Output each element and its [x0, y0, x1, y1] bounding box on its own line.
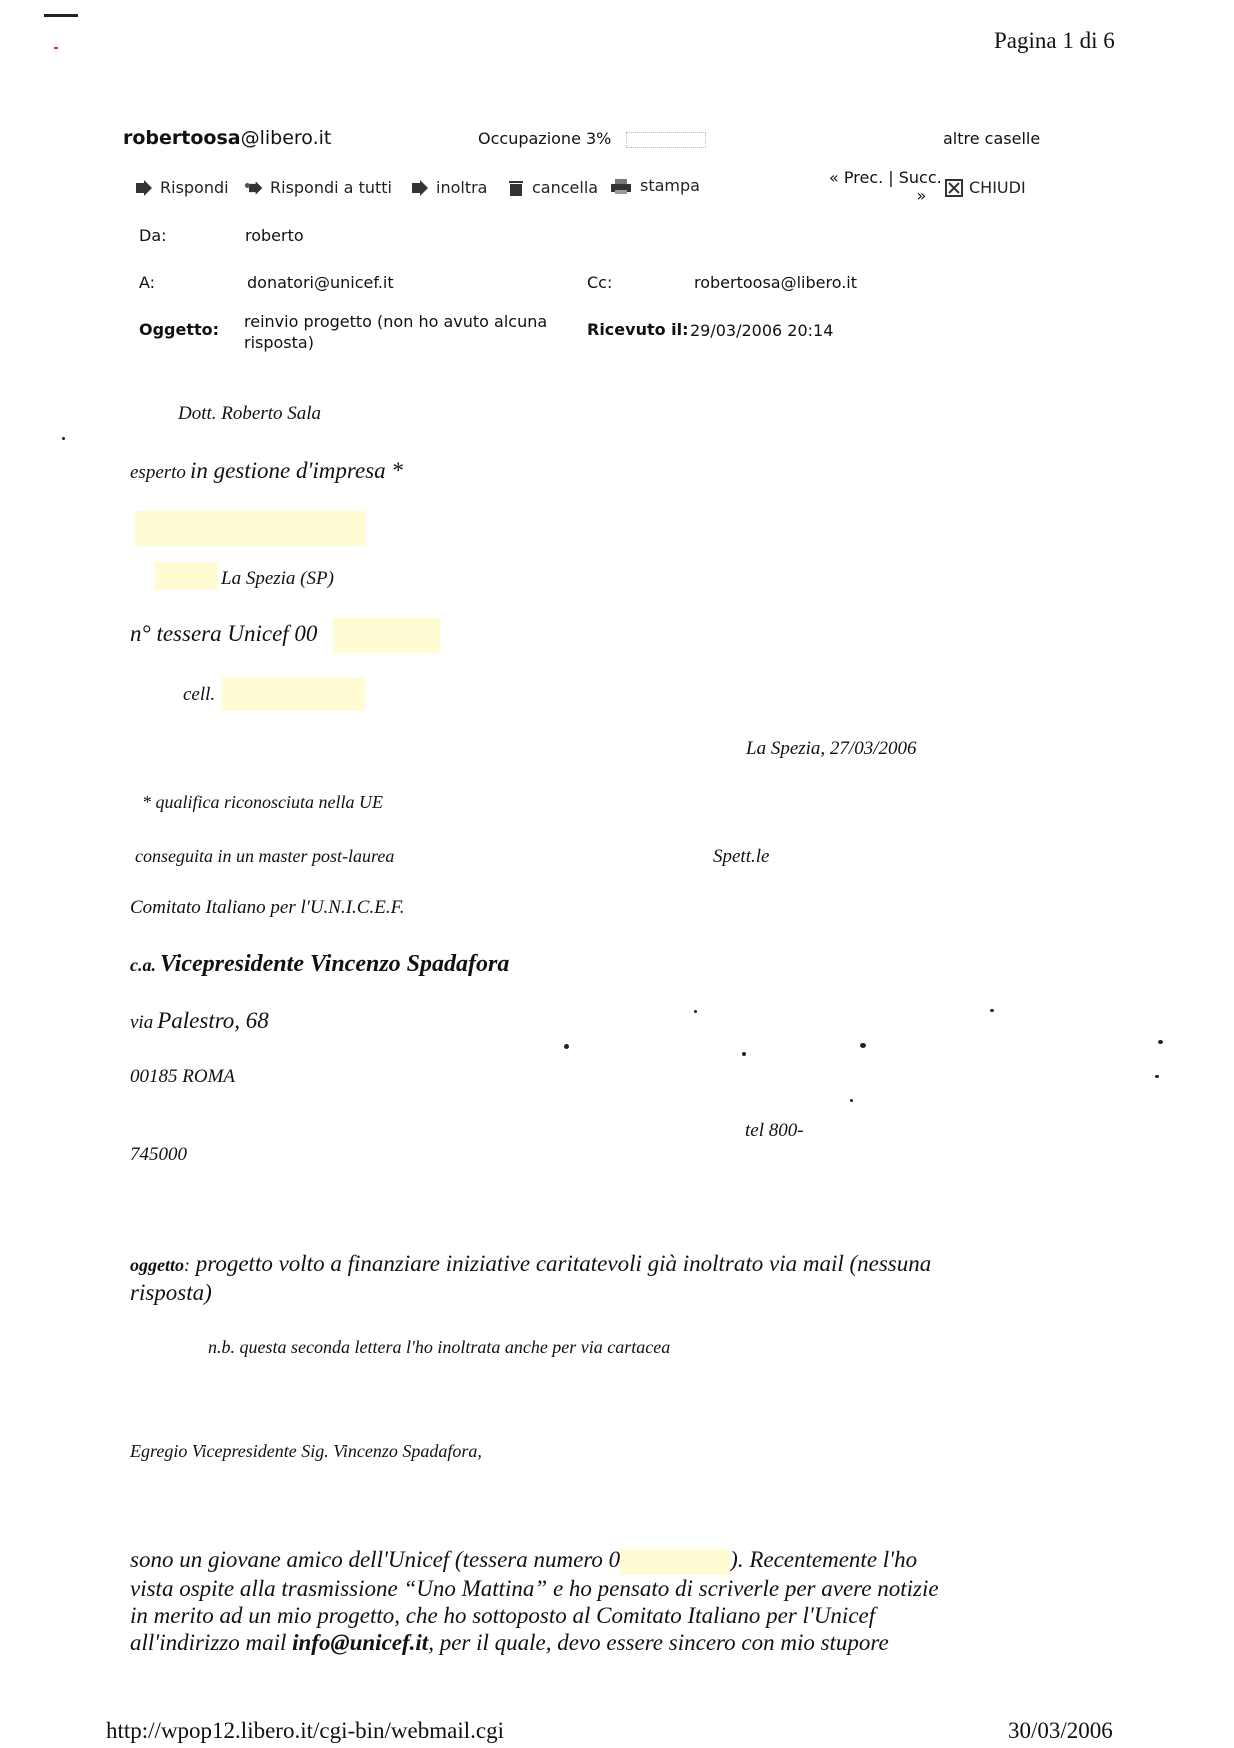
letter-subject-text-line2: risposta) — [130, 1280, 212, 1305]
reply-icon — [134, 179, 154, 197]
prev-next-nav[interactable] — [829, 169, 942, 205]
body-email: info@unicef.it — [292, 1629, 429, 1655]
subject-label: Oggetto: — [139, 320, 220, 339]
trash-icon — [506, 179, 526, 197]
letter-note: n.b. questa seconda lettera l'ho inoltrata anche per via cartacea — [208, 1337, 671, 1357]
scan-mark-top-left — [44, 14, 78, 17]
body-line1-end: ). Recentemente l'ho — [730, 1547, 918, 1572]
sender-title — [130, 458, 403, 484]
scan-speck — [564, 1044, 569, 1049]
redacted-address — [135, 511, 366, 546]
redacted-cell-number — [222, 677, 365, 711]
print-button[interactable] — [608, 176, 700, 195]
sender-city: La Spezia (SP) — [221, 568, 334, 589]
recipient-city: 00185 ROMA — [130, 1066, 236, 1087]
delete-label: cancella — [532, 178, 599, 197]
cell-label: cell. — [183, 684, 216, 705]
reply-all-icon — [244, 179, 264, 197]
scan-speck — [694, 1010, 697, 1013]
card-number-label: n° tessera Unicef 00 — [130, 621, 318, 646]
account-user: robertoosa — [123, 127, 241, 149]
scan-mark-red — [54, 47, 58, 49]
reply-button[interactable] — [134, 178, 229, 197]
to-value: donatori@unicef.it — [247, 273, 394, 292]
forward-label: inoltra — [436, 178, 488, 197]
cc-value: robertoosa@libero.it — [694, 273, 858, 292]
qualification-line1: * qualifica riconosciuta nella UE — [142, 792, 383, 812]
sender-title-rest: in gestione d'impresa * — [189, 458, 403, 483]
sender-title-prefix: esperto — [130, 462, 186, 483]
next-arrow: » — [916, 186, 927, 205]
sender-name: Dott. Roberto Sala — [178, 403, 322, 424]
close-label: CHIUDI — [969, 178, 1026, 197]
subject-value-line1: reinvio progetto (non ho avuto alcuna — [244, 312, 548, 331]
close-button[interactable] — [945, 178, 1026, 197]
page-number: Pagina 1 di 6 — [994, 28, 1115, 53]
body-line1-start: sono un giovane amico dell'Unicef (tessera numero 0 — [130, 1547, 621, 1572]
letter-subject-text-line1: progetto volto a finanziare iniziative caritatevoli già inoltrato via mail (nessuna — [195, 1251, 932, 1276]
recipient-tel-rest: 745000 — [130, 1144, 187, 1165]
recipient-street-value: Palestro, 68 — [157, 1008, 269, 1033]
received-label: Ricevuto il: — [587, 320, 689, 339]
footer-date: 30/03/2006 — [1008, 1718, 1113, 1743]
scan-speck — [1158, 1040, 1163, 1044]
recipient-attn-prefix: c.a. — [130, 955, 156, 975]
subject-value-line2: risposta) — [244, 333, 314, 352]
qualification-line2: conseguita in un master post-laurea — [135, 846, 395, 866]
other-mailboxes-link[interactable]: altre caselle — [943, 129, 1041, 148]
redacted-card-number-body — [620, 1549, 730, 1575]
forward-icon — [410, 179, 430, 197]
reply-label: Rispondi — [160, 178, 229, 197]
printer-icon — [608, 177, 634, 195]
footer-url: http://wpop12.libero.it/cgi-bin/webmail.cgi — [106, 1718, 504, 1743]
storage-meter — [626, 132, 706, 148]
redacted-postcode — [155, 562, 218, 590]
scan-speck — [850, 1099, 853, 1102]
letter-body-line3: in merito ad un mio progetto, che ho sottoposto al Comitato Italiano per l'Unicef — [130, 1602, 876, 1628]
account-address — [123, 127, 331, 149]
recipient-attn-name: Vicepresidente Vincenzo Spadafora — [160, 951, 510, 977]
letter-subject-colon: : — [184, 1255, 190, 1275]
letter-subject — [130, 1250, 931, 1307]
redacted-card-number — [333, 618, 440, 653]
received-value: 29/03/2006 20:14 — [690, 321, 834, 340]
letter-body-line1 — [130, 1546, 939, 1575]
body-line4-start: all'indirizzo mail — [130, 1629, 293, 1655]
reply-all-button[interactable] — [244, 178, 392, 197]
account-domain: @libero.it — [240, 127, 332, 149]
close-icon — [945, 179, 963, 197]
recipient-salutation: Spett.le — [713, 846, 770, 867]
scan-speck — [860, 1043, 866, 1048]
print-label: stampa — [640, 176, 700, 195]
forward-button[interactable] — [410, 178, 487, 197]
prev-next-label: « Prec. | Succ. — [829, 168, 942, 187]
storage-label: Occupazione 3% — [478, 129, 612, 148]
from-value: roberto — [245, 226, 304, 245]
recipient-org: Comitato Italiano per l'U.N.I.C.E.F. — [130, 897, 405, 918]
cc-label: Cc: — [587, 273, 613, 292]
letter-date: La Spezia, 27/03/2006 — [746, 738, 917, 759]
from-label: Da: — [139, 226, 167, 245]
letter-subject-label: oggetto — [130, 1255, 184, 1275]
letter-greeting: Egregio Vicepresidente Sig. Vincenzo Spadafora, — [130, 1441, 482, 1461]
reply-all-label: Rispondi a tutti — [270, 178, 392, 197]
body-line4-end: , per il quale, devo essere sincero con mio stupore — [428, 1629, 889, 1655]
scan-speck — [62, 437, 65, 440]
letter-body — [130, 1546, 939, 1656]
storage-usage — [478, 129, 706, 148]
delete-button[interactable] — [506, 178, 598, 197]
letter-body-line4 — [130, 1629, 939, 1656]
recipient-tel-label: tel 800- — [745, 1120, 804, 1141]
letter-body-line2: vista ospite alla trasmissione “Uno Mattina” e ho pensato di scriverle per avere notizie — [130, 1575, 939, 1601]
scan-speck — [990, 1009, 994, 1012]
recipient-street — [130, 1008, 269, 1034]
recipient-attention — [130, 951, 509, 978]
subject-value — [244, 311, 547, 353]
recipient-street-prefix: via — [130, 1012, 154, 1033]
to-label: A: — [139, 273, 156, 292]
scan-speck — [742, 1052, 746, 1056]
scan-speck — [1155, 1075, 1159, 1078]
